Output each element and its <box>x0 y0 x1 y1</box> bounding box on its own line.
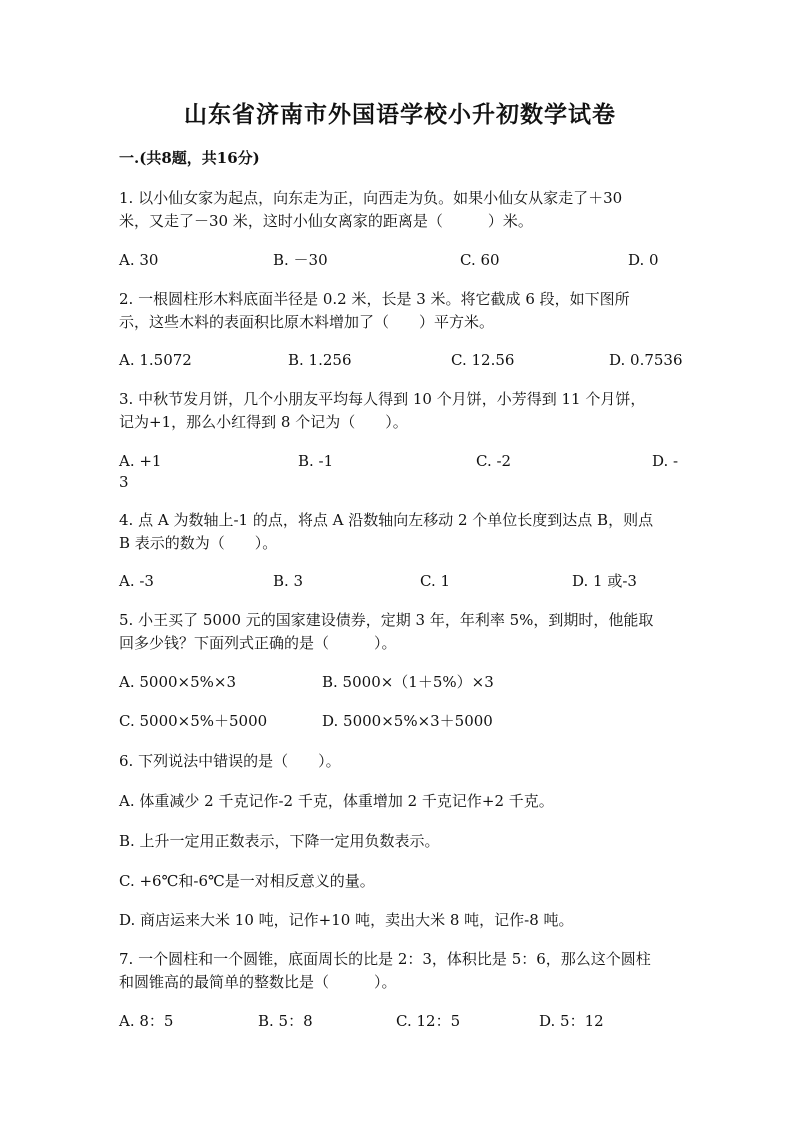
question-7-line-1: 7. 一个圆柱和一个圆锥，底面周长的比是 2：3，体积比是 5：6，那么这个圆柱 <box>119 950 651 968</box>
question-7-option-b: B. 5：8 <box>258 1012 313 1030</box>
question-2-line-2: 示，这些木料的表面积比原木料增加了（ ）平方米。 <box>119 313 495 331</box>
question-4-option-b: B. 3 <box>273 572 304 590</box>
question-7-option-a: A. 8：5 <box>119 1012 174 1030</box>
question-7-line-2: 和圆锥高的最简单的整数比是（ ）。 <box>119 973 397 991</box>
question-1-option-b: B. －30 <box>273 251 328 269</box>
question-4-line-2: B 表示的数为（ ）。 <box>119 534 278 552</box>
question-2-option-d: D. 0.7536 <box>609 351 683 369</box>
question-1-option-c: C. 60 <box>460 251 500 269</box>
question-6-option-b: B. 上升一定用正数表示，下降一定用负数表示。 <box>119 832 440 850</box>
section-heading: 一.(共8题，共16分) <box>119 149 260 167</box>
question-2-option-c: C. 12.56 <box>451 351 515 369</box>
question-4-option-d: D. 1 或-3 <box>572 572 637 590</box>
question-2-line-1: 2. 一根圆柱形木料底面半径是 0.2 米，长是 3 米。将它截成 6 段，如下图所 <box>119 290 630 308</box>
question-3-option-c: C. -2 <box>476 452 512 470</box>
question-4-option-a: A. -3 <box>119 572 154 590</box>
question-6-line-1: 6. 下列说法中错误的是（ ）。 <box>119 752 341 770</box>
question-5-option-c: C. 5000×5%＋5000 <box>119 712 268 730</box>
question-7-option-d: D. 5：12 <box>539 1012 604 1030</box>
question-1-line-2: 米，又走了－30 米，这时小仙女离家的距离是（ ）米。 <box>119 212 533 230</box>
question-5-line-1: 5. 小王买了 5000 元的国家建设债券，定期 3 年，年利率 5%，到期时，他能取 <box>119 611 654 629</box>
question-6-option-d: D. 商店运来大米 10 吨，记作+10 吨，卖出大米 8 吨，记作-8 吨。 <box>119 911 574 929</box>
question-3-option-b: B. -1 <box>298 452 334 470</box>
question-1-line-1: 1. 以小仙女家为起点，向东走为正，向西走为负。如果小仙女从家走了＋30 <box>119 189 623 207</box>
question-1-option-d: D. 0 <box>628 251 659 269</box>
question-5-option-b: B. 5000×（1＋5%）×3 <box>322 673 494 691</box>
question-3-option-a: A. +1 <box>119 452 162 470</box>
question-3-line-1: 3. 中秋节发月饼，几个小朋友平均每人得到 10 个月饼，小芳得到 11 个月饼， <box>119 390 646 408</box>
question-5-line-2: 回多少钱？下面列式正确的是（ ）。 <box>119 634 397 652</box>
question-6-option-a: A. 体重减少 2 千克记作-2 千克，体重增加 2 千克记作+2 千克。 <box>119 792 554 810</box>
question-6-option-c: C. +6℃和-6℃是一对相反意义的量。 <box>119 872 375 890</box>
question-5-option-d: D. 5000×5%×3＋5000 <box>322 712 493 730</box>
page-title: 山东省济南市外国语学校小升初数学试卷 <box>184 101 616 128</box>
question-3-line-2: 记为+1，那么小红得到 8 个记为（ ）。 <box>119 413 408 431</box>
question-1-option-a: A. 30 <box>119 251 159 269</box>
question-3-option-d: D. - <box>652 452 679 470</box>
question-7-option-c: C. 12：5 <box>396 1012 461 1030</box>
question-2-option-b: B. 1.256 <box>288 351 352 369</box>
question-3-option-d-wrap: 3 <box>119 473 129 491</box>
question-2-option-a: A. 1.5072 <box>119 351 192 369</box>
question-4-option-c: C. 1 <box>420 572 451 590</box>
question-5-option-a: A. 5000×5%×3 <box>119 673 237 691</box>
question-4-line-1: 4. 点 A 为数轴上-1 的点，将点 A 沿数轴向左移动 2 个单位长度到达点 B，则点 <box>119 511 654 529</box>
